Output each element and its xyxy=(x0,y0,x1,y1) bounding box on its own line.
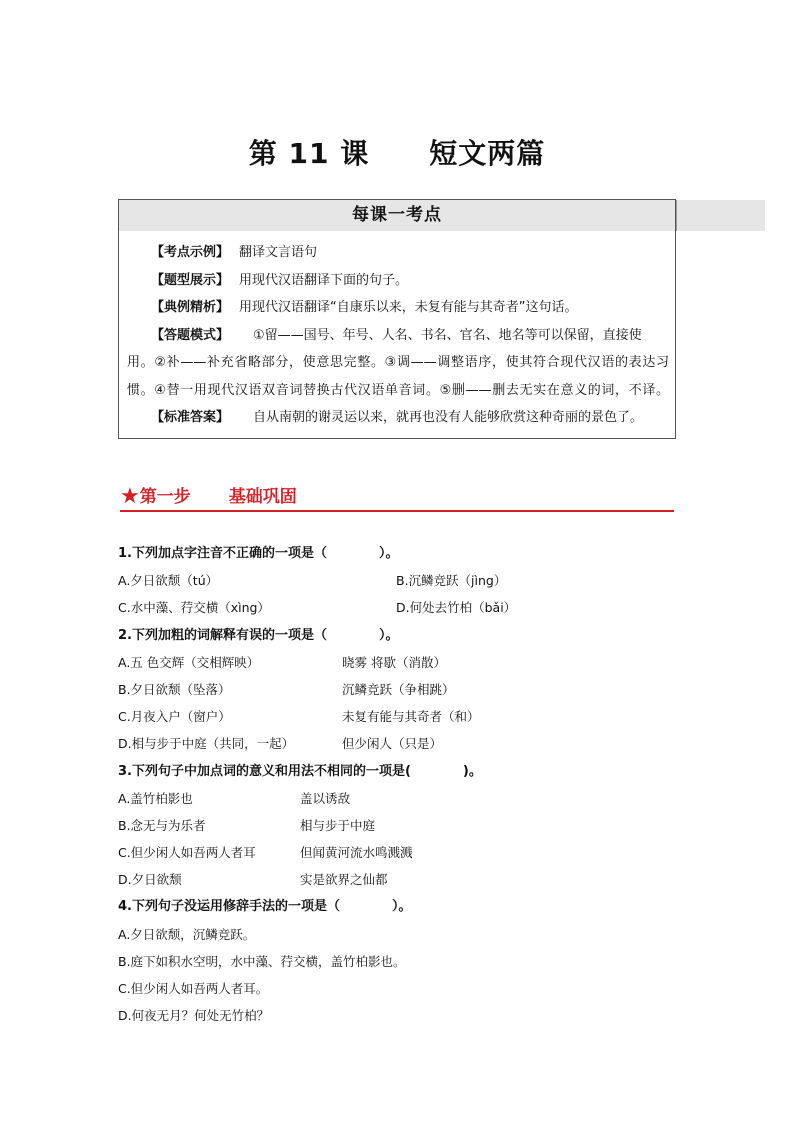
exam-point-heading: 每课一考点 xyxy=(119,200,675,231)
mode-text-3: 惯。④替一用现代汉语双音词替换古代汉语单音词。⑤删——删去无实在意义的词，不译。 xyxy=(127,382,669,398)
option: D.何处去竹柏（bǎi） xyxy=(396,600,517,616)
lesson-number: 第 11 课 xyxy=(248,137,370,170)
option: D.夕日欲颓 xyxy=(118,872,182,888)
analysis-line xyxy=(127,294,669,322)
option-row xyxy=(118,649,678,676)
option: C.但少闲人如吾两人者耳 xyxy=(118,845,256,861)
header-shade-bar xyxy=(676,200,765,231)
option: C.水中藻、荇交横（xìng） xyxy=(118,600,270,616)
option-row xyxy=(118,866,678,893)
option: A.五 色交辉（交相辉映） xyxy=(118,654,260,670)
option: C.但少闲人如吾两人者耳。 xyxy=(118,981,269,996)
option-row xyxy=(118,703,678,730)
option-row xyxy=(118,594,678,621)
type-text: 用现代汉语翻译下面的句子。 xyxy=(239,272,409,288)
type-line xyxy=(127,267,669,295)
option: 盖以诱敌 xyxy=(300,790,351,806)
option: 未复有能与其奇者（和） xyxy=(342,709,480,725)
option: D.相与步于中庭（共同，一起） xyxy=(118,736,295,752)
option: C.月夜入户（窗户） xyxy=(118,709,231,725)
option-row xyxy=(118,839,678,866)
analysis-text: 用现代汉语翻译“自康乐以来，未复有能与其奇者”这句话。 xyxy=(239,300,578,315)
exam-point-box xyxy=(118,199,676,439)
mode-text-2: 用。②补——补充省略部分，使意思完整。③调——调整语序，使其符合现代汉语的表达习 xyxy=(127,355,669,370)
analysis-tag: 【典例精析】 xyxy=(151,300,230,315)
question-stem: 4.下列句子没运用修辞手法的一项是（ ）。 xyxy=(118,899,412,915)
question-stem: 2.下列加粗的词解释有误的一项是（ ）。 xyxy=(118,627,399,643)
step-heading xyxy=(120,482,674,512)
type-tag: 【题型展示】 xyxy=(151,272,230,288)
option: B.念无与为乐者 xyxy=(118,817,206,833)
example-text: 翻译文言语句 xyxy=(239,245,318,260)
option: B.夕日欲颓（坠落） xyxy=(118,681,231,697)
lesson-title xyxy=(0,132,794,172)
option-row xyxy=(118,676,678,703)
question-stem: 1.下列加点字注音不正确的一项是（ ）。 xyxy=(118,546,399,561)
example-tag: 【考点示例】 xyxy=(151,245,230,260)
question-stem: 3.下列句子中加点词的意义和用法不相同的一项是( )。 xyxy=(118,763,482,779)
answer-line xyxy=(127,404,669,432)
answer-tag: 【标准答案】 xyxy=(151,410,230,425)
answer-text: 自从南朝的谢灵运以来，就再也没有人能够欣赏这种奇丽的景色了。 xyxy=(253,410,644,425)
mode-tag: 【答题模式】 xyxy=(151,327,230,343)
example-line xyxy=(127,239,669,267)
lesson-name: 短文两篇 xyxy=(429,137,546,170)
option: A.夕日欲颓（tú） xyxy=(118,573,219,589)
option: 相与步于中庭 xyxy=(300,817,376,833)
option: B.沉鳞竞跃（jìng） xyxy=(396,573,507,589)
option: 实是欲界之仙都 xyxy=(300,872,388,888)
mode-line xyxy=(127,322,669,350)
option: B.庭下如积水空明，水中藻、荇交横，盖竹柏影也。 xyxy=(118,953,406,969)
questions-section xyxy=(118,540,678,1029)
step-name: 基础巩固 xyxy=(228,487,297,507)
step-label: 第一步 xyxy=(139,487,191,507)
option-row xyxy=(118,785,678,812)
option: 但闻黄河流水鸣溅溅 xyxy=(300,845,413,861)
star-icon: ★ xyxy=(120,484,140,509)
option-row xyxy=(118,567,678,594)
option: 但少闲人（只是） xyxy=(342,736,443,752)
option: A.夕日欲颓，沉鳞竞跃。 xyxy=(118,926,256,942)
option: 晓雾 将歇（消散） xyxy=(342,654,446,670)
option-row xyxy=(118,730,678,757)
option-row xyxy=(118,812,678,839)
option: D.何夜无月？何处无竹柏？ xyxy=(118,1008,270,1024)
mode-text-1: ①留——国号、年号、人名、书名、官名、地名等可以保留，直接使 xyxy=(253,327,642,343)
option: 沉鳞竞跃（争相跳） xyxy=(342,681,455,697)
option: A.盖竹柏影也 xyxy=(118,790,193,806)
